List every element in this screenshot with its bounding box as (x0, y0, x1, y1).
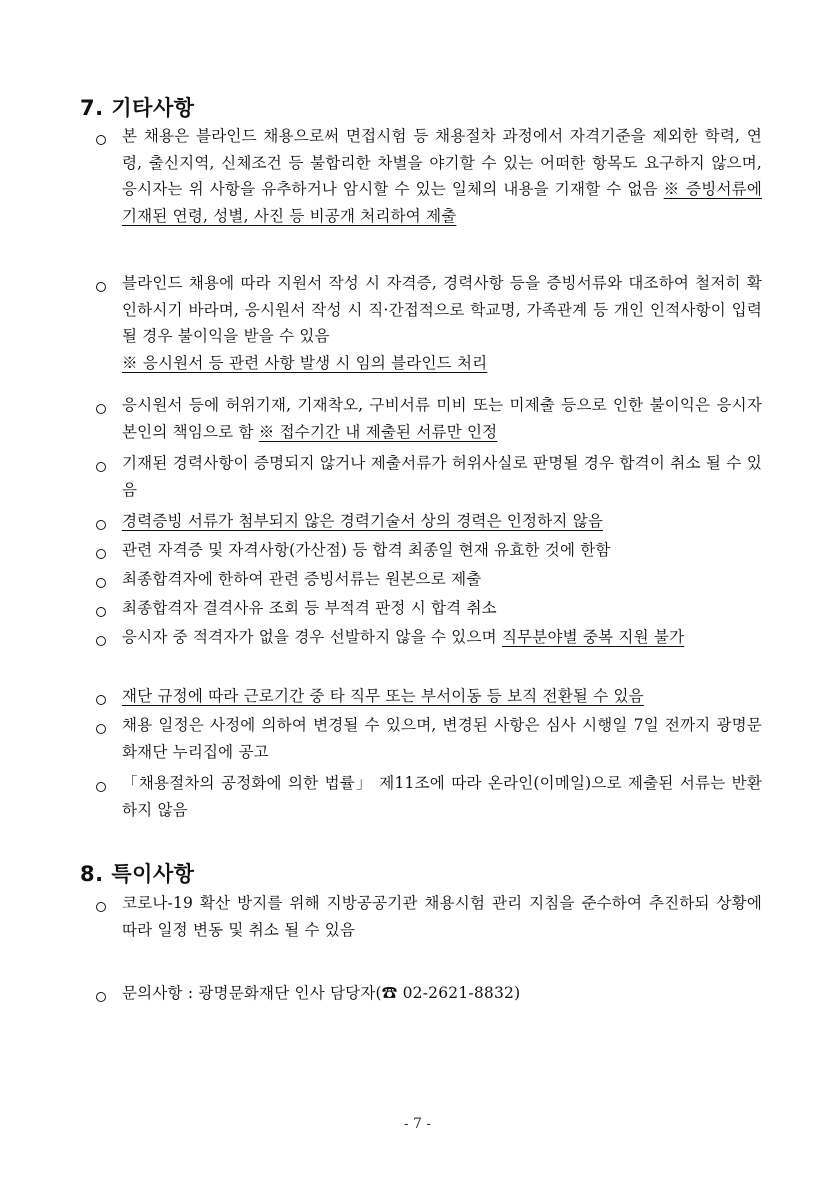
list-item-text: 관련 자격증 및 자격사항(가산점) 등 합격 최종일 현재 유효한 것에 한함 (122, 541, 611, 559)
list-item-text: 블라인드 채용에 따라 지원서 작성 시 자격증, 경력사항 등을 증빙서류와 대조하여 철저히 확인하시기 바라며, 응시원서 작성 시 직·간접적으로 학교명, 가족관계 등 개인 인적사항이 입력 될 경우 불이익을 받을 수 있음 ※ 응시원서 등 관련 사항 발생 시 임의 블라인드 처리 (122, 274, 762, 372)
circle-bullet-icon (96, 992, 106, 1002)
circle-bullet-icon (96, 282, 106, 292)
list-item (96, 508, 762, 535)
list-item (96, 270, 762, 376)
circle-bullet-icon (96, 607, 106, 617)
circle-bullet-icon (96, 135, 106, 145)
list-item (96, 450, 762, 503)
list-item-text: 기재된 경력사항이 증명되지 않거나 제출서류가 허위사실로 판명될 경우 합격이 취소 될 수 있음 (122, 454, 762, 499)
list-item-text: 「채용절차의 공정화에 의한 법률」 제11조에 따라 온라인(이메일)으로 제출된 서류는 반환하지 않음 (122, 774, 762, 819)
circle-bullet-icon (96, 782, 106, 792)
list-item-text: 최종합격자에 한하여 관련 증빙서류는 원본으로 제출 (122, 570, 482, 588)
list-item-text: 본 채용은 블라인드 채용으로써 면접시험 등 채용절차 과정에서 자격기준을 제외한 학력, 연령, 출신지역, 신체조건 등 불합리한 차별을 야기할 수 있는 어떠한 항목도 요구하지 않으며, 응시자는 위 사항을 유추하거나 암시할 수 있는 일체의 내용을 기재할 수 없음 ※ 증빙서류에 기재된 연령, 성별, 사진 등 비공개 처리하여 제출 (122, 127, 762, 225)
section-8-title: 8. 특이사항 (80, 862, 195, 886)
list-item-text: 문의사항 : 광명문화재단 인사 담당자(☎ 02-2621-8832) (122, 984, 521, 1002)
circle-bullet-icon (96, 578, 106, 588)
page-number: - 7 - (403, 1116, 432, 1132)
list-item (96, 566, 762, 593)
circle-bullet-icon (96, 462, 106, 472)
list-item (96, 770, 762, 823)
circle-bullet-icon (96, 520, 106, 530)
circle-bullet-icon (96, 549, 106, 559)
list-item-text: 응시원서 등에 허위기재, 기재착오, 구비서류 미비 또는 미제출 등으로 인한 불이익은 응시자 본인의 책임으로 함 ※ 접수기간 내 제출된 서류만 인정 (122, 396, 762, 441)
circle-bullet-icon (96, 404, 106, 414)
circle-bullet-icon (96, 724, 106, 734)
list-item (96, 537, 762, 564)
list-item-text: 재단 규정에 따라 근로기간 중 타 직무 또는 부서이동 등 보직 전환될 수 있음 (122, 687, 644, 705)
list-item-text: 경력증빙 서류가 첨부되지 않은 경력기술서 상의 경력은 인정하지 않음 (122, 512, 604, 530)
list-item-text: 코로나-19 확산 방지를 위해 지방공공기관 채용시험 관리 지침을 준수하여 추진하되 상황에 따라 일정 변동 및 취소 될 수 있음 (122, 894, 762, 939)
list-item (96, 890, 762, 943)
circle-bullet-icon (96, 636, 106, 646)
list-item-text: 채용 일정은 사정에 의하여 변경될 수 있으며, 변경된 사항은 심사 시행일 7일 전까지 광명문화재단 누리집에 공고 (122, 716, 762, 761)
list-item (96, 712, 762, 765)
list-item (96, 980, 762, 1007)
list-item-text: 최종합격자 결격사유 조회 등 부적격 판정 시 합격 취소 (122, 599, 497, 617)
list-item (96, 392, 762, 445)
section-7-title: 7. 기타사항 (80, 96, 195, 120)
list-item (96, 624, 762, 651)
list-item (96, 683, 762, 710)
list-item (96, 595, 762, 622)
circle-bullet-icon (96, 695, 106, 705)
list-item-text: 응시자 중 적격자가 없을 경우 선발하지 않을 수 있으며 직무분야별 중복 지원 불가 (122, 628, 685, 646)
list-item (96, 123, 762, 229)
circle-bullet-icon (96, 902, 106, 912)
